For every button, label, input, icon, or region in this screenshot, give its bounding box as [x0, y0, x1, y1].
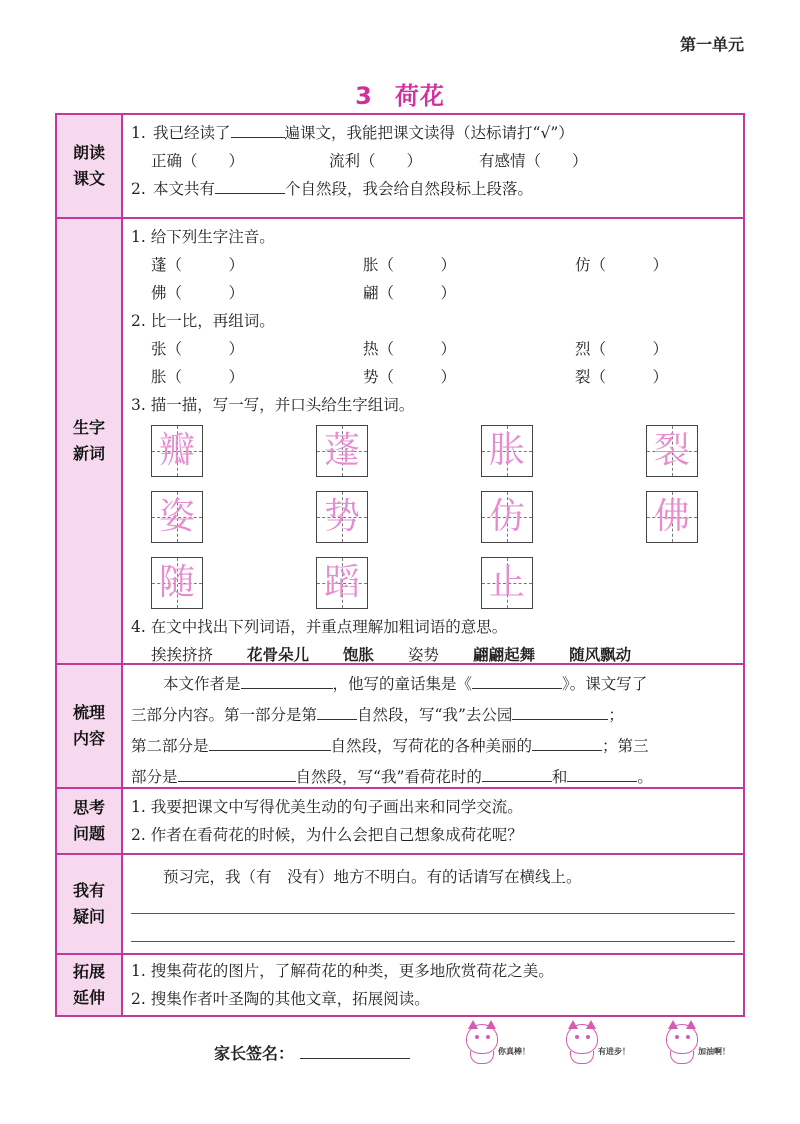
pinyin-item[interactable]: 胀（ ） [363, 256, 457, 274]
vocab-word: 姿势 [408, 646, 440, 664]
feeling2-blank[interactable] [567, 763, 637, 782]
beauty-blank[interactable] [532, 732, 602, 751]
section-label: 梳理 内容 [57, 665, 123, 787]
option-correct[interactable]: 正确（ ） [151, 152, 245, 170]
words-q1: 1. 给下列生字注音。 [131, 228, 275, 246]
pinyin-item[interactable]: 翩（ ） [363, 284, 457, 302]
think-q2: 2. 作者在看荷花的时候，为什么会把自己想象成荷花呢？ [131, 826, 523, 844]
sticker-caption: 你真棒！ [498, 1047, 530, 1056]
park-blank[interactable] [512, 701, 608, 720]
vocab-word: 翩翩起舞 [473, 646, 536, 664]
section-words [57, 219, 743, 665]
compare-item[interactable]: 裂（ ） [575, 368, 669, 386]
compare-item[interactable]: 热（ ） [363, 340, 457, 358]
tracing-box[interactable]: 裂 [646, 425, 698, 477]
think-q1: 1. 我要把课文中写得优美生动的句子画出来和同学交流。 [131, 798, 523, 816]
section-think [57, 789, 743, 855]
answer-line[interactable] [131, 914, 735, 942]
tracing-box[interactable]: 仿 [481, 491, 533, 543]
paragraph-count-blank[interactable] [215, 175, 285, 194]
words-q2: 2. 比一比，再组词。 [131, 312, 275, 330]
section-questions [57, 855, 743, 955]
read-options [131, 147, 735, 175]
tracing-box[interactable]: 势 [316, 491, 368, 543]
vocab-word: 挨挨挤挤 [151, 646, 214, 664]
pinyin-item[interactable]: 仿（ ） [575, 256, 669, 274]
tracing-box[interactable]: 止 [481, 557, 533, 609]
part2-blank[interactable] [209, 732, 331, 751]
answer-line[interactable] [131, 891, 735, 914]
section-extend [57, 955, 743, 1015]
section-outline: 梳理 内容 本文作者是 ，他写的童话集是《 》。课文写了 三部分内容。第一部分是第 自然段，写“我”去公园 ； 第二部分是 自然段，写荷花的各种美丽的 ；第三 部分是 自然段，写“我”看荷花时的 和 。 [57, 665, 743, 789]
pinyin-item[interactable]: 佛（ ） [151, 284, 245, 302]
read-count-blank[interactable] [231, 119, 285, 138]
feeling1-blank[interactable] [482, 763, 552, 782]
compare-item[interactable]: 张（ ） [151, 340, 245, 358]
tracing-box[interactable]: 胀 [481, 425, 533, 477]
reward-stickers [462, 1020, 734, 1066]
worksheet-table [55, 113, 745, 1017]
words-q3: 3. 描一描，写一写，并口头给生字组词。 [131, 396, 415, 414]
signature-field[interactable] [300, 1040, 410, 1059]
lesson-title [0, 76, 800, 111]
pinyin-item[interactable]: 蓬（ ） [151, 256, 245, 274]
tracing-box[interactable]: 蹈 [316, 557, 368, 609]
section-label: 思考 问题 [57, 789, 123, 853]
author-blank[interactable] [241, 670, 333, 689]
cat-sticker-icon [462, 1020, 534, 1066]
compare-item[interactable]: 胀（ ） [151, 368, 245, 386]
unit-label: 第一单元 [679, 35, 744, 54]
words-q4: 4. 在文中找出下列词语，并重点理解加粗词语的意思。 [131, 618, 508, 636]
sticker-caption: 加油啊！ [698, 1047, 730, 1056]
cat-sticker-icon [562, 1020, 634, 1066]
compare-item[interactable]: 烈（ ） [575, 340, 669, 358]
option-fluent[interactable]: 流利（ ） [329, 152, 423, 170]
tracing-grid [131, 419, 800, 613]
part1-blank[interactable] [317, 701, 357, 720]
section-label: 我有 疑问 [57, 855, 123, 953]
cat-sticker-icon [662, 1020, 734, 1066]
lesson-number: 3 [355, 82, 373, 110]
option-expressive[interactable]: 有感情（ ） [479, 152, 588, 170]
questions-prompt: 预习完，我（有 没有）地方不明白。有的话请写在横线上。 [163, 868, 582, 886]
extend-q2: 2. 搜集作者叶圣陶的其他文章，拓展阅读。 [131, 990, 430, 1008]
read-q1: 1. 我已经读了 遍课文，我能把课文读得（达标请打“√”） [131, 119, 735, 147]
tracing-box[interactable]: 蓬 [316, 425, 368, 477]
tracing-box[interactable]: 瓣 [151, 425, 203, 477]
vocab-word: 随风飘动 [569, 646, 632, 664]
part3-blank[interactable] [178, 763, 296, 782]
tracing-box[interactable]: 佛 [646, 491, 698, 543]
vocab-word: 花骨朵儿 [247, 646, 310, 664]
section-read [57, 115, 743, 219]
compare-item[interactable]: 势（ ） [363, 368, 457, 386]
section-label: 朗读 课文 [57, 115, 123, 217]
section-label: 拓展 延伸 [57, 955, 123, 1015]
tracing-box[interactable]: 姿 [151, 491, 203, 543]
lesson-name: 荷花 [394, 82, 445, 110]
extend-q1: 1. 搜集荷花的图片，了解荷花的种类，更多地欣赏荷花之美。 [131, 962, 554, 980]
parent-signature: 家长签名： [214, 1040, 410, 1064]
section-label: 生字 新词 [57, 219, 123, 663]
read-q2: 2. 本文共有 个自然段，我会给自然段标上段落。 [131, 175, 735, 203]
sticker-caption: 有进步！ [598, 1047, 630, 1056]
vocab-word: 饱胀 [343, 646, 375, 664]
tracing-box[interactable]: 随 [151, 557, 203, 609]
book-blank[interactable] [472, 670, 562, 689]
